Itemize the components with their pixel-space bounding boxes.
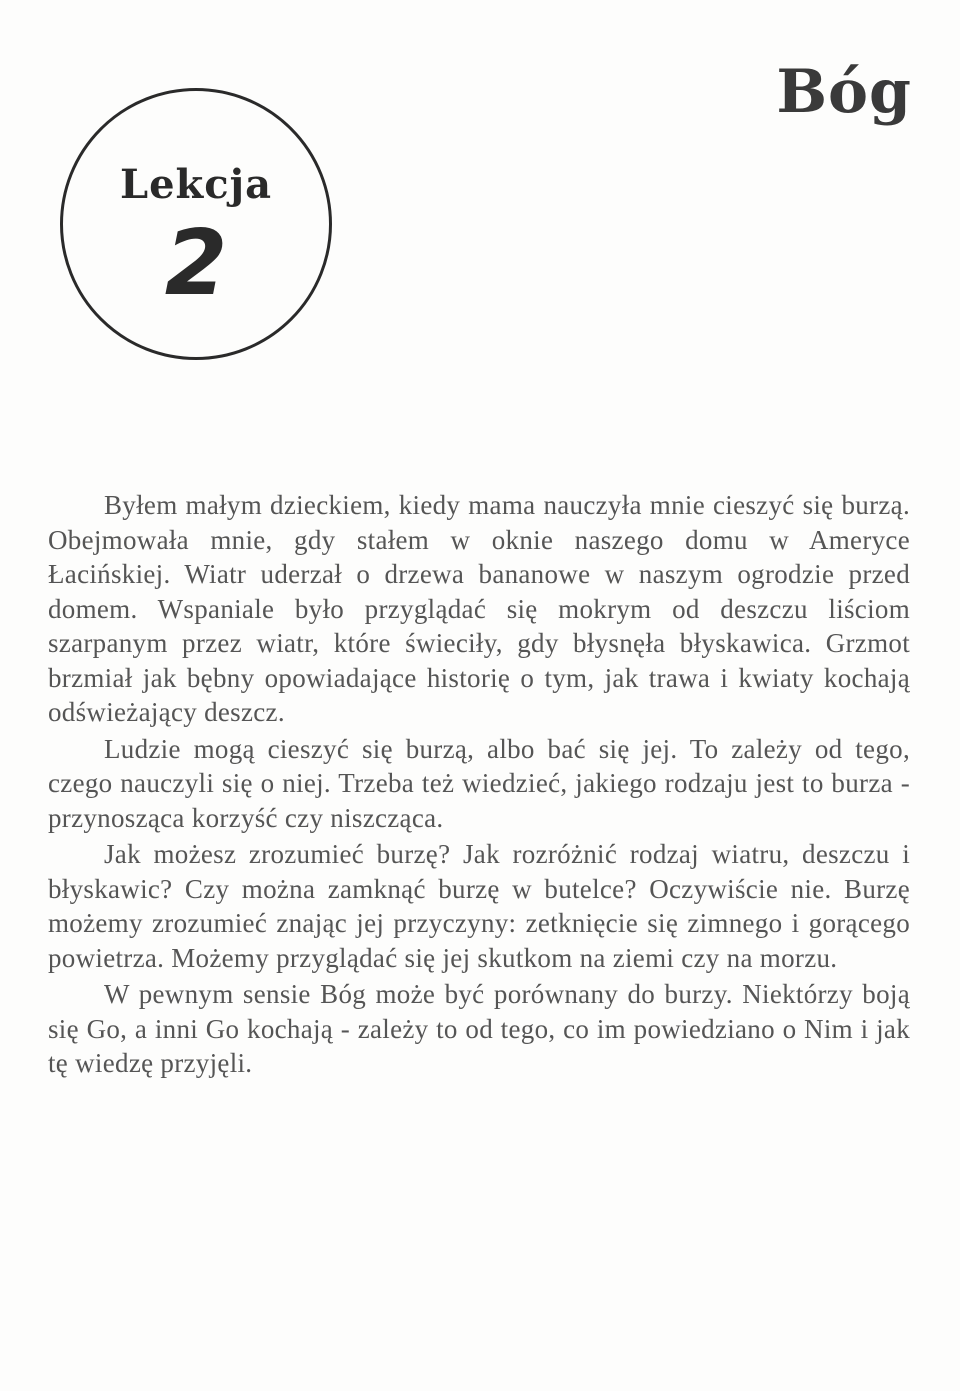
paragraph-1: Byłem małym dzieckiem, kiedy mama nauczyła mnie cieszyć się burzą. Obejmowała mnie, gdy stałem w oknie naszego domu w Ameryce Łacińskiej. Wiatr uderzał o drzewa bananowe w naszym ogrodzie przed domem. Wspaniale było przyglądać się mokrym od deszczu liściom szarpanym przez wiatr, które świeciły, gdy błysnęła błyskawica. Grzmot brzmiał jak bębny opowiadające historię o tym, jak trawa i kwiaty kochają odświeżający deszcz. [48, 490, 910, 727]
lesson-number: 2 [164, 211, 228, 316]
paragraph-3: Jak możesz zrozumieć burzę? Jak rozróżnić rodzaj wiatru, deszczu i błyskawic? Czy można zamknąć burzę w butelce? Oczywiście nie. Burzę możemy zrozumieć znając jej przyczyny: zetknięcie się zimnego i gorącego powietrza. Możemy przyglądać się jej skutkom na ziemi czy na morzu. [48, 839, 910, 973]
lesson-label: Lekcja [119, 161, 273, 208]
body-text [48, 488, 910, 1081]
paragraph-2: Ludzie mogą cieszyć się burzą, albo bać się jej. To zależy od tego, czego nauczyli się o niej. Trzeba też wiedzieć, jakiego rodzaju jest to burza - przynosząca korzyść czy niszcząca. [48, 733, 910, 833]
paragraph-4: W pewnym sensie Bóg może być porównany do burzy. Niektórzy boją się Go, a inni Go kochają - zależy to od tego, co im powiedziano o Nim i jak tę wiedzę przyjęli. [48, 979, 910, 1078]
chapter-title: Bóg [776, 57, 912, 127]
lesson-badge [60, 88, 332, 360]
